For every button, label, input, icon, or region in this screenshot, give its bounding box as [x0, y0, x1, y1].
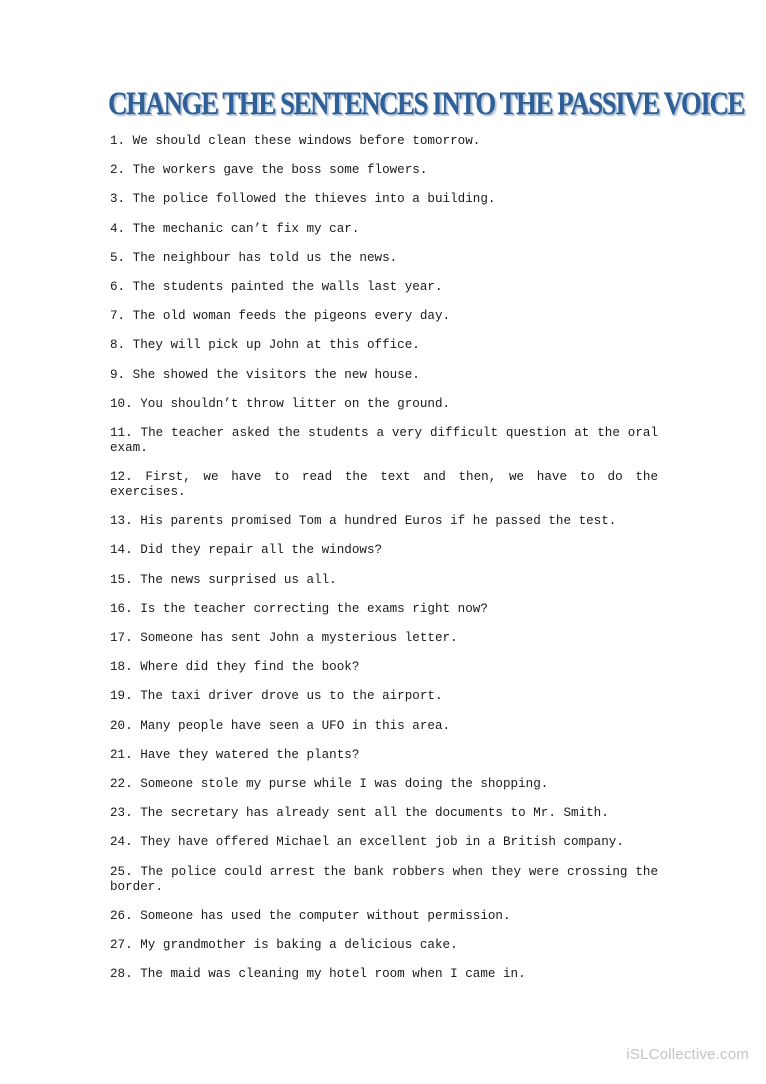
sentence-item: 17. Someone has sent John a mysterious letter.: [110, 631, 458, 645]
islcollective-watermark: iSLCollective.com: [626, 1046, 749, 1063]
sentence-item: 23. The secretary has already sent all the documents to Mr. Smith.: [110, 806, 609, 821]
sentence-item: 7. The old woman feeds the pigeons every day.: [110, 309, 451, 324]
sentence-item: 20. Many people have seen a UFO in this area.: [110, 718, 451, 733]
sentence-item: 15. The news surprised us all.: [110, 572, 337, 587]
sentence-item: 6. The students painted the walls last year.: [110, 279, 443, 294]
sentence-item: 2. The workers gave the boss some flowers.: [110, 163, 428, 178]
sentence-list: [110, 134, 658, 996]
sentence-item: 21. Have they watered the plants?: [110, 747, 360, 762]
sentence-item: 12. First, we have to read the text and then, we have to do the exercises.: [110, 470, 658, 500]
sentence-item: 4. The mechanic can’t fix my car.: [110, 221, 360, 236]
sentence-item: 18. Where did they find the book?: [110, 660, 360, 675]
sentence-item: 24. They have offered Michael an excellent job in a British company.: [110, 835, 624, 850]
sentence-item: 16. Is the teacher correcting the exams right now?: [110, 601, 488, 616]
sentence-item: 26. Someone has used the computer without permission.: [110, 908, 511, 923]
sentence-item: 5. The neighbour has told us the news.: [110, 250, 398, 265]
sentence-item: 1. We should clean these windows before tomorrow.: [110, 134, 481, 148]
sentence-item: 8. They will pick up John at this office.: [110, 338, 420, 353]
sentence-item: 27. My grandmother is baking a delicious cake.: [110, 937, 458, 952]
sentence-item: 13. His parents promised Tom a hundred Euros if he passed the test.: [110, 514, 617, 529]
sentence-item: 10. You shouldn’t throw litter on the ground.: [110, 396, 451, 411]
sentence-item: 25. The police could arrest the bank robbers when they were crossing the border.: [110, 864, 658, 894]
sentence-item: 22. Someone stole my purse while I was doing the shopping.: [110, 776, 549, 791]
sentence-item: 3. The police followed the thieves into a building.: [110, 192, 496, 207]
sentence-item: 14. Did they repair all the windows?: [110, 543, 383, 558]
worksheet-title: CHANGE THE SENTENCES INTO THE PASSIVE VOICE: [108, 86, 744, 122]
sentence-item: 9. She showed the visitors the new house.: [110, 367, 420, 382]
sentence-item: 19. The taxi driver drove us to the airport.: [110, 689, 443, 704]
sentence-item: 11. The teacher asked the students a very difficult question at the oral exam.: [110, 425, 658, 455]
sentence-item: 28. The maid was cleaning my hotel room when I came in.: [110, 967, 526, 982]
